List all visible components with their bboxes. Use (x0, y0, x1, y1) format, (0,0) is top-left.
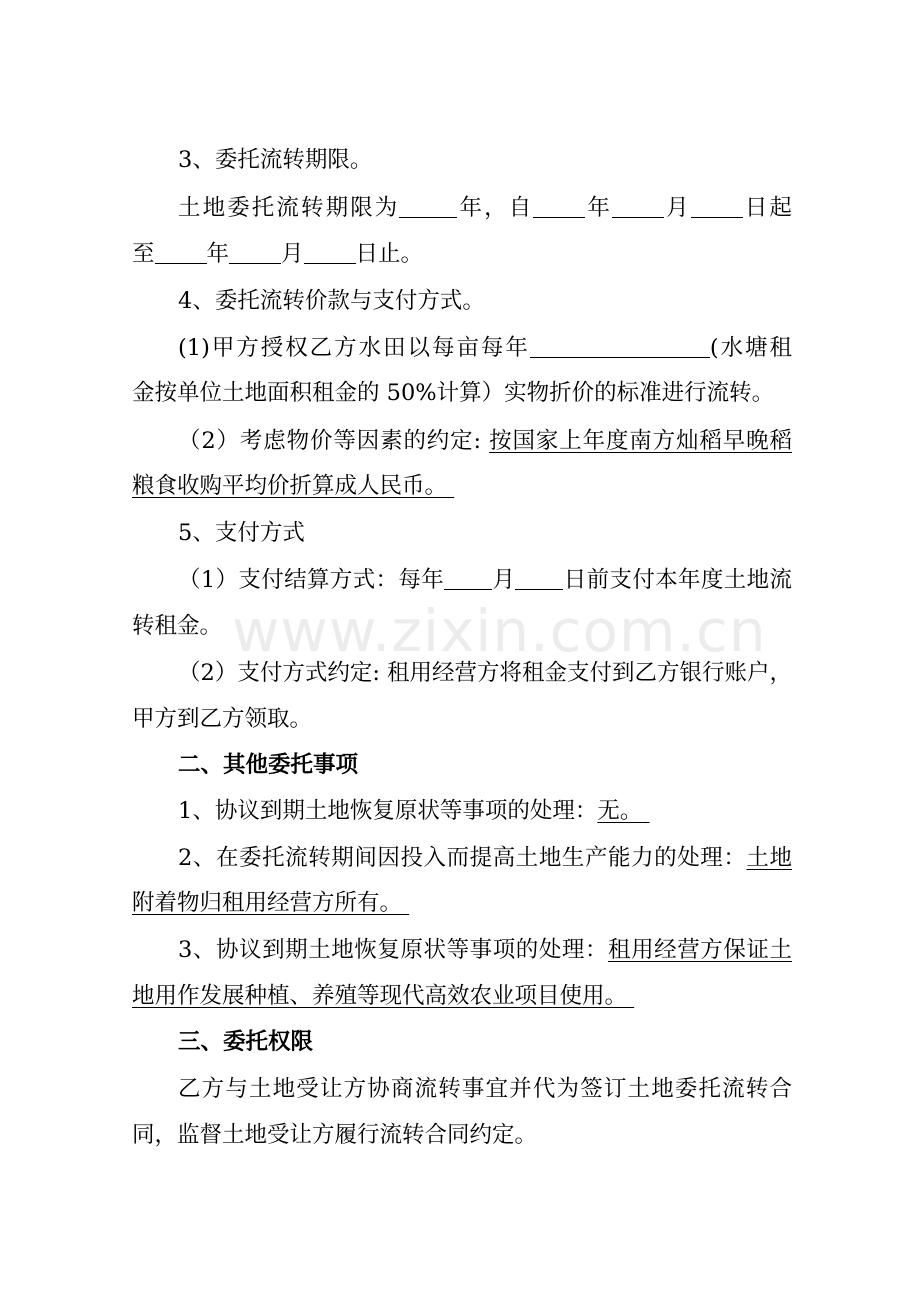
section-5-item-1-line-2: 转租金。 (132, 613, 223, 639)
blank-pay-month[interactable] (444, 557, 492, 590)
section-5-item-2-line-2: 甲方到乙方领取。 (132, 706, 313, 732)
blank-pay-day[interactable] (515, 557, 563, 590)
blank-start-year[interactable] (533, 185, 585, 218)
part-2-item-2-line-1: 2、在委托流转期间因投入而提高土地生产能力的处理：土地 (178, 845, 792, 871)
section-5-title: 5、支付方式 (178, 520, 305, 546)
part-2-item-1: 1、协议到期土地恢复原状等事项的处理：无。 (178, 798, 643, 824)
blank-start-day[interactable] (691, 185, 743, 218)
part-3-line-2: 同，监督土地受让方履行流转合同约定。 (132, 1122, 538, 1148)
section-4-item-1-line-1: (1)甲方授权乙方水田以每亩每年 (水塘租 (178, 325, 792, 371)
part-2-item-3-line-1: 3、协议到期土地恢复原状等事项的处理：租用经营方保证土 (178, 937, 792, 963)
section-4-title: 4、委托流转价款与支付方式。 (178, 288, 485, 314)
part-3-heading: 三、委托权限 (178, 1029, 314, 1055)
price-agreement-value: 按国家上年度南方灿稻早晚稻 (489, 428, 792, 454)
part-2-item-2-value: 土地 (746, 845, 792, 871)
part-2-item-3-line-2 (132, 973, 792, 1019)
blank-price-per-mu[interactable] (530, 325, 710, 358)
blank-end-month[interactable] (229, 231, 281, 264)
section-5-item-2-line-1: （2）支付方式约定: 租用经营方将租金支付到乙方银行账户， (178, 660, 793, 686)
section-4-item-1-line-2: 金按单位土地面积租金的 50%计算）实物折价的标准进行流转。 (132, 380, 775, 406)
section-3-term-line-2: 至 年 月 日止。 (132, 231, 792, 277)
part-2-item-1-value: 无。 (597, 798, 643, 824)
section-4-item-2-line-1: （2）考虑物价等因素的约定: 按国家上年度南方灿稻早晚稻 (178, 428, 792, 454)
part-3-line-1: 乙方与土地受让方协商流转事宜并代为签订土地委托流转合 (178, 1076, 792, 1102)
section-3-title: 3、委托流转期限。 (178, 147, 373, 173)
part-2-item-3-value: 租用经营方保证土 (608, 937, 792, 963)
section-5-item-1-line-1: （1）支付结算方式：每年 月 日前支付本年度土地流 (178, 557, 792, 603)
blank-years[interactable] (399, 185, 457, 218)
part-2-item-2-line-2 (132, 880, 792, 926)
price-agreement-value-cont: 粮食收购平均价折算成人民币。 (132, 473, 448, 499)
part-2-heading: 二、其他委托事项 (178, 752, 359, 778)
section-4-item-2-line-2 (132, 463, 792, 509)
part-2-item-2-value-cont: 附着物归租用经营方所有。 (132, 890, 403, 916)
blank-end-day[interactable] (304, 231, 356, 264)
section-3-term-line-1: 土地委托流转期限为 年，自 年 月 日起 (178, 185, 792, 231)
blank-start-month[interactable] (612, 185, 664, 218)
watermark: www.zixin.com.cn (232, 597, 767, 665)
part-2-item-3-value-cont: 地用作发展种植、养殖等现代高效农业项目使用。 (132, 983, 628, 1009)
blank-end-year[interactable] (155, 231, 207, 264)
